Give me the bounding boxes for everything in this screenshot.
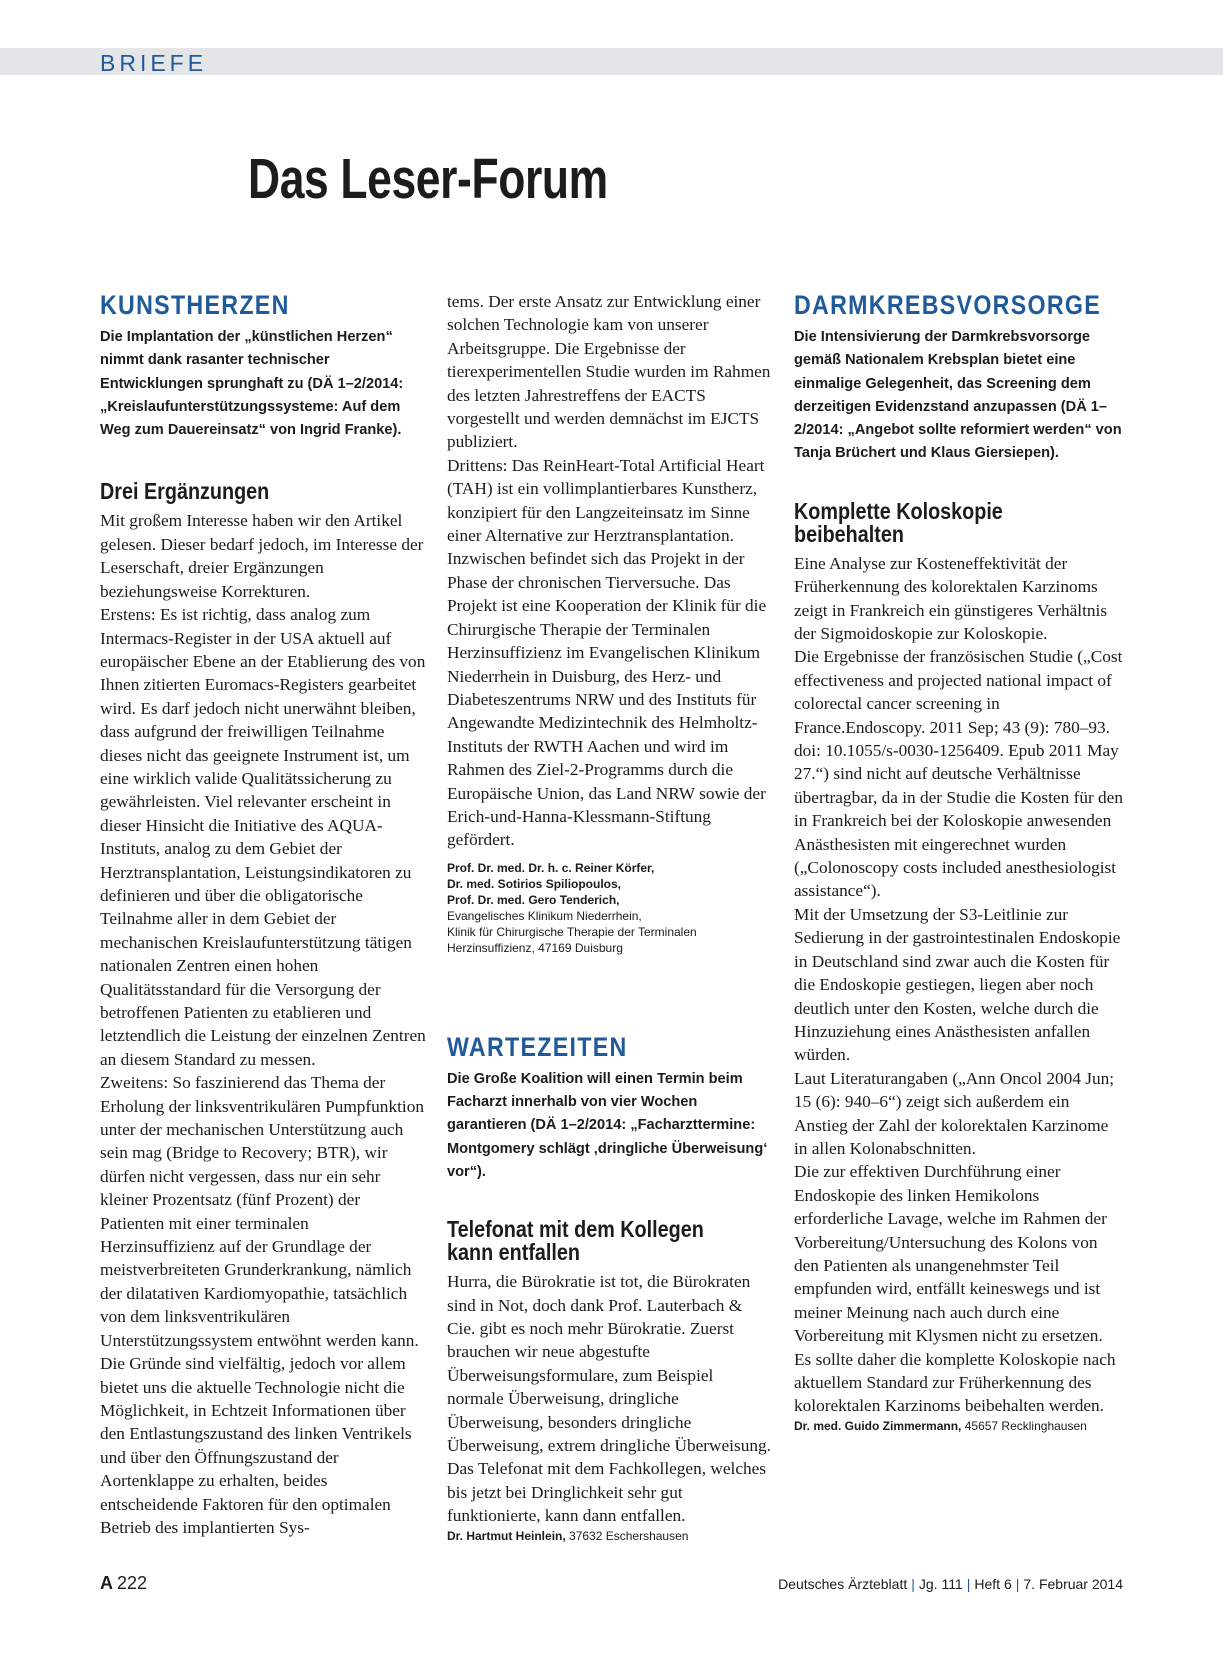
journal-date: 7. Februar 2014 [1023,1576,1123,1592]
journal-volume: Jg. 111 [918,1576,963,1592]
journal-issue: Heft 6 [974,1576,1012,1592]
affiliation-line-2: Klinik für Chirurgische Therapie der Terminalen [447,924,697,939]
subhead-koloskopie: Komplette Koloskopie beibehalten [794,497,1003,547]
separator: | [911,1576,915,1592]
kicker-darmkrebsvorsorge: DARMKREBSVORSORGE [794,290,1102,320]
kicker-kunstherzen: KUNSTHERZEN [100,290,290,320]
signature-wartezeiten [447,1528,774,1544]
journal-reference [778,1576,1123,1592]
signature-authors [447,860,774,956]
affiliation-line-3: Herzinsuffizienz, 47169 Duisburg [447,940,623,955]
lead-darmkrebsvorsorge: Die Intensivierung der Darmkrebsvorsorge gemäß Nationalem Krebsplan bietet eine einmalige Gelegenheit, das Screening dem derzeitigen Evidenzstand anzupassen (DÄ 1–2/2014: „Angebot sollte reformiert werden“ von Tanja Brüchert und Klaus Giersiepen). [794,329,1122,462]
column-left [100,290,427,1539]
page-title: Das Leser-Forum [248,147,608,211]
location-heinlein: 37632 Eschershausen [569,1528,689,1543]
affiliation-line-1: Evangelisches Klinikum Niederrhein, [447,908,642,923]
letter-body-kunstherzen-part2: tems. Der erste Ansatz zur Entwicklung einer solchen Technologie kam von unserer Arbeitsgruppe. Die Ergebnisse der tierexperimentellen Studie wurden im Rahmen des letzten Jahrestreffens der EACTS vorgestellt und werden demnächst im EJCTS publiziert. Drittens: Das ReinHeart-Total Artificial Heart (TAH) ist ein vollimplantierbares Kunstherz, konzipiert für den Langzeiteinsatz im Sinne einer Alternative zur Herztransplantation. Inzwischen befindet sich das Projekt in der Phase der chronischen Tierversuche. Das Projekt ist eine Kooperation der Klinik für die Chirurgische Therapie der Terminalen Herzinsuffizienz im Evangelischen Klinikum Niederrhein in Duisburg, des Herz- und Diabeteszentrums NRW und des Instituts für Angewandte Medizintechnik des Helmholtz-Instituts der RWTH Aachen und wird im Rahmen des Ziel-2-Programms durch die Europäische Union, das Land NRW sowie der Erich-und-Hanna-Klessmann-Stiftung gefördert. [447,292,771,850]
location-zimmermann: 45657 Recklinghausen [964,1418,1087,1433]
column-middle [447,290,774,1544]
section-label: BRIEFE [100,50,208,76]
kicker-wartezeiten: WARTEZEITEN [447,1031,628,1062]
separator: | [966,1576,971,1592]
author-3: Prof. Dr. med. Gero Tenderich, [447,892,620,907]
page-letter: A [100,1573,113,1593]
author-zimmermann: Dr. med. Guido Zimmermann, [794,1418,962,1433]
signature-darmkrebsvorsorge [794,1418,1124,1434]
subhead-drei-ergaenzungen: Drei Ergänzungen [100,478,270,505]
page-number: 222 [117,1573,148,1593]
author-1: Prof. Dr. med. Dr. h. c. Reiner Körfer, [447,860,655,875]
author-2: Dr. med. Sotirios Spiliopoulos, [447,876,622,891]
letter-body-darmkrebsvorsorge: Eine Analyse zur Kosteneffektivität der Früherkennung des kolorektalen Karzinoms zeigt in Frankreich ein günstigeres Verhältnis der Sigmoidoskopie zur Koloskopie. Die Ergebnisse der französischen Studie („Cost effectiveness and projected national impact of colorectal cancer screening in France.Endoscopy. 2011 Sep; 43 (9): 780–93. doi: 10.1055/s-0030-1256409. Epub 2011 May 27.“) sind nicht auf deutsche Verhältnisse übertragbar, da in der Studie die Kosten für den in Frankreich bei der Koloskopie anwesenden Anästhesisten mit eingerechnet wurden („Colonoscopy costs included anesthesiologist assistance“). Mit der Umsetzung der S3-Leitlinie zur Sedierung in der gastrointestinalen Endoskopie in Deutschland sind zwar auch die Kosten für die Endoskopie gestiegen, liegen aber noch deutlich unter den Kosten, welche durch die Hinzuziehung eines Anästhesisten anfallen würden. Laut Literaturangaben („Ann Oncol 2004 Jun; 15 (6): 940–6“) zeigt sich außerdem ein Anstieg der Zahl der kolorektalen Karzinome in allen Kolonabschnitten. Die zur effektiven Durchführung einer Endoskopie des linken Hemikolons erforderliche Lavage, welche im Rahmen der Vorbereitung/Untersuchung des Kolons von den Patienten als unangenehmster Teil empfunden wird, entfällt keineswegs und ist meiner Meinung nach auch durch eine Vorbereitung mit Klysmen nicht zu ersetzen. Es sollte daher die komplette Koloskopie nach aktuellem Standard zur Früherkennung des kolorektalen Karzinoms beibehalten werden. [794,553,1123,1416]
letter-body-wartezeiten: Hurra, die Bürokratie ist tot, die Bürokraten sind in Not, doch dank Prof. Lauterbach & Cie. gibt es noch mehr Bürokratie. Zuerst brauchen wir neue abgestufte Überweisungsformulare, zum Beispiel normale Überweisung, dringliche Überweisung, besonders dringliche Überweisung, extrem dringliche Überweisung. Das Telefonat mit dem Fachkollegen, welches bis jetzt bei Dringlichkeit sehr gut funktionierte, kann dann entfallen. [447,1272,771,1526]
letter-body-kunstherzen-part1: Mit großem Interesse haben wir den Artikel gelesen. Dieser bedarf jedoch, im Interesse der Leserschaft, dreier Ergänzungen beziehungsweise Korrekturen. Erstens: Es ist richtig, dass analog zum Intermacs-Register in der USA aktuell auf europäischer Ebene an der Etablierung des von Ihnen zitierten Euromacs-Registers gearbeitet wird. Es darf jedoch nicht unerwähnt bleiben, dass aufgrund der freiwilligen Teilnahme dieses nicht das geeignete Instrument ist, um eine wirklich valide Qualitätssicherung zu gewährleisten. Viel relevanter erscheint in dieser Hinsicht die Initiative des AQUA-Instituts, analog zu dem Gebiet der Herztransplantation, Leistungsindikatoren zu definieren und über die obligatorische Teilnahme aller in dem Gebiet der mechanischen Kreislaufunterstützung tätigen nationalen Zentren einen hohen Qualitätsstandard für die Versorgung der betroffenen Patienten zu etablieren und letztendlich die Leistung der einzelnen Zentren an diesem Standard zu messen. Zweitens: So faszinierend das Thema der Erholung der linksventrikulären Pumpfunktion unter der mechanischen Unterstützung auch sein mag (Bridge to Recovery; BTR), wir dürfen nicht vergessen, dass nur ein sehr kleiner Prozentsatz (fünf Prozent) der Patienten mit einer terminalen Herzinsuffizienz auf der Grundlage der meistverbreiteten Grunderkrankung, nämlich der dilatativen Kardiomyopathie, tatsächlich von dem linksventrikulären Unterstützungssystem entwöhnt werden kann. Die Gründe sind vielfältig, jedoch vor allem bietet uns die aktuelle Technologie nicht die Möglichkeit, in Echtzeit Informationen über den Entlastungszustand des linken Ventrikels und über den Öffnungszustand der Aortenklappe zu erhalten, beides entscheidende Faktoren für den optimalen Betrieb des implantierten Sys- [100,511,426,1537]
journal-name: Deutsches Ärzteblatt [778,1576,908,1592]
author-heinlein: Dr. Hartmut Heinlein, [447,1528,566,1543]
subhead-telefonat: Telefonat mit dem Kollegen kann entfallen [447,1216,704,1266]
separator: | [1015,1576,1020,1592]
column-right [794,290,1124,1434]
lead-wartezeiten: Die Große Koalition will einen Termin beim Facharzt innerhalb von vier Wochen garantieren (DÄ 1–2/2014: „Facharzttermine: Montgomery schlägt ‚dringliche Überweisung‘ vor“). [447,1070,768,1180]
lead-kunstherzen: Die Implantation der „künstlichen Herzen“ nimmt dank rasanter technischer Entwicklungen sprunghaft zu (DÄ 1–2/2014: „Kreislaufunterstützungssysteme: Auf dem Weg zum Dauereinsatz“ von Ingrid Franke). [100,329,404,439]
